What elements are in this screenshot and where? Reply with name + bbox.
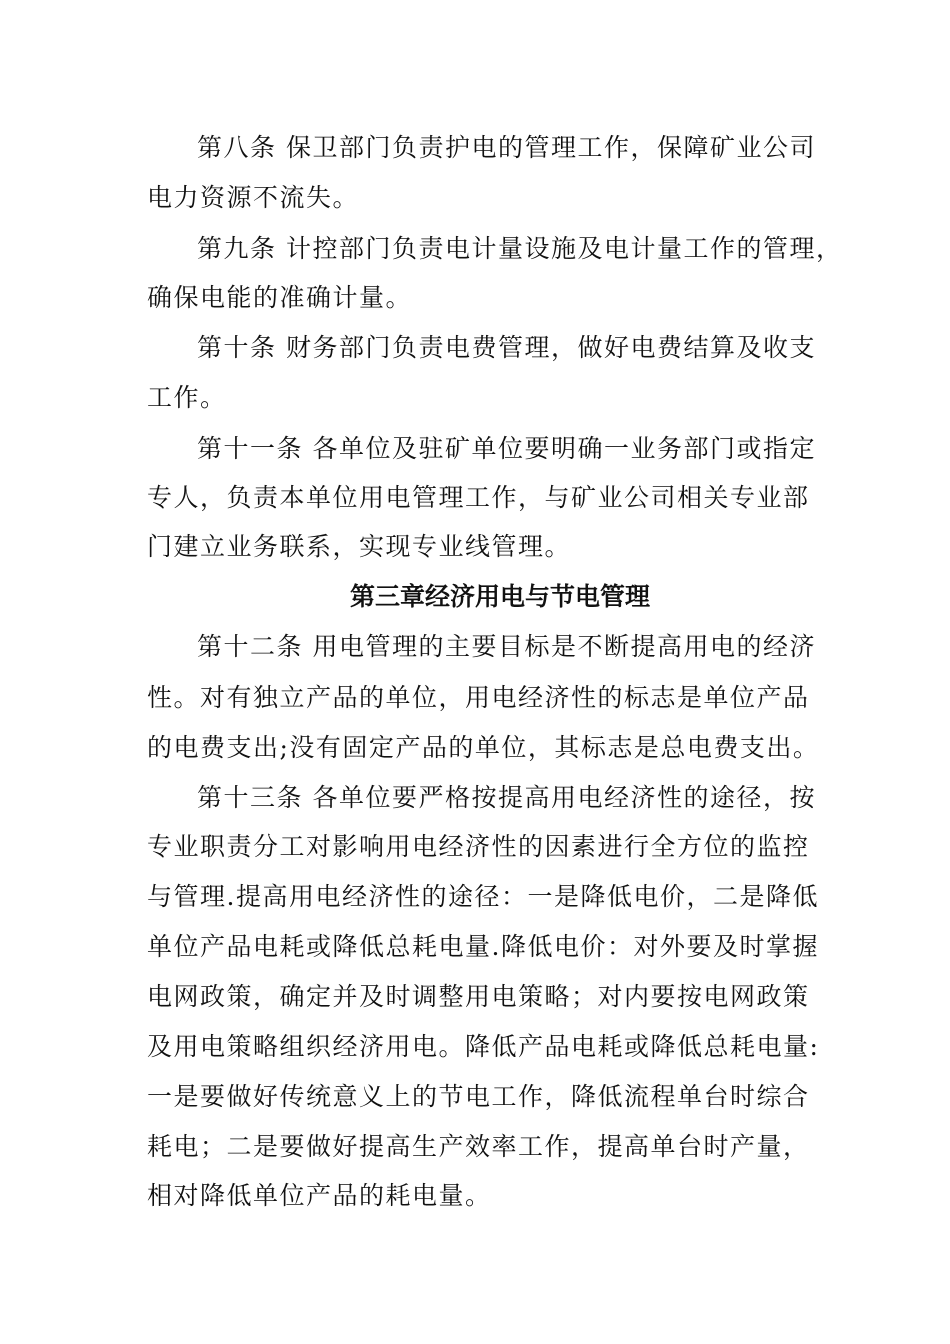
article-12-line-2: 性。对有独立产品的单位，用电经济性的标志是单位产品 bbox=[147, 683, 810, 712]
article-10-line-1: 第十条 财务部门负责电费管理，做好电费结算及收支 bbox=[197, 333, 816, 362]
article-13-line-5: 电网政策，确定并及时调整用电策略；对内要按电网政策 bbox=[147, 982, 810, 1011]
article-12-line-1: 第十二条 用电管理的主要目标是不断提高用电的经济 bbox=[197, 632, 816, 661]
article-13-line-1: 第十三条 各单位要严格按提高用电经济性的途径，按 bbox=[197, 783, 816, 812]
article-13-line-6: 及用电策略组织经济用电。降低产品电耗或降低总耗电量: bbox=[147, 1032, 820, 1061]
article-9-line-2: 确保电能的准确计量。 bbox=[147, 283, 413, 312]
article-13-line-7: 一是要做好传统意义上的节电工作，降低流程单台时综合 bbox=[147, 1082, 810, 1111]
article-12-line-3: 的电费支出;没有固定产品的单位，其标志是总电费支出。 bbox=[147, 733, 820, 762]
article-13-line-9: 相对降低单位产品的耗电量。 bbox=[147, 1181, 492, 1210]
article-11-line-3: 门建立业务联系，实现专业线管理。 bbox=[147, 532, 572, 561]
article-13-line-8: 耗电；二是要做好提高生产效率工作，提高单台时产量， bbox=[147, 1132, 810, 1161]
chapter-3-heading: 第三章经济用电与节电管理 bbox=[349, 582, 650, 611]
article-8-line-2: 电力资源不流失。 bbox=[147, 183, 360, 212]
article-9-line-1: 第九条 计控部门负责电计量设施及电计量工作的管理， bbox=[197, 234, 843, 263]
article-13-line-3: 与管理.提高用电经济性的途径：一是降低电价，二是降低 bbox=[147, 882, 819, 911]
article-13-line-2: 专业职责分工对影响用电经济性的因素进行全方位的监控 bbox=[147, 832, 810, 861]
article-11-line-1: 第十一条 各单位及驻矿单位要明确一业务部门或指定 bbox=[197, 434, 816, 463]
article-8-line-1: 第八条 保卫部门负责护电的管理工作，保障矿业公司 bbox=[197, 133, 816, 162]
article-13-line-4: 单位产品电耗或降低总耗电量.降低电价：对外要及时掌握 bbox=[147, 932, 819, 961]
article-10-line-2: 工作。 bbox=[147, 383, 227, 412]
article-11-line-2: 专人，负责本单位用电管理工作，与矿业公司相关专业部 bbox=[147, 483, 810, 512]
